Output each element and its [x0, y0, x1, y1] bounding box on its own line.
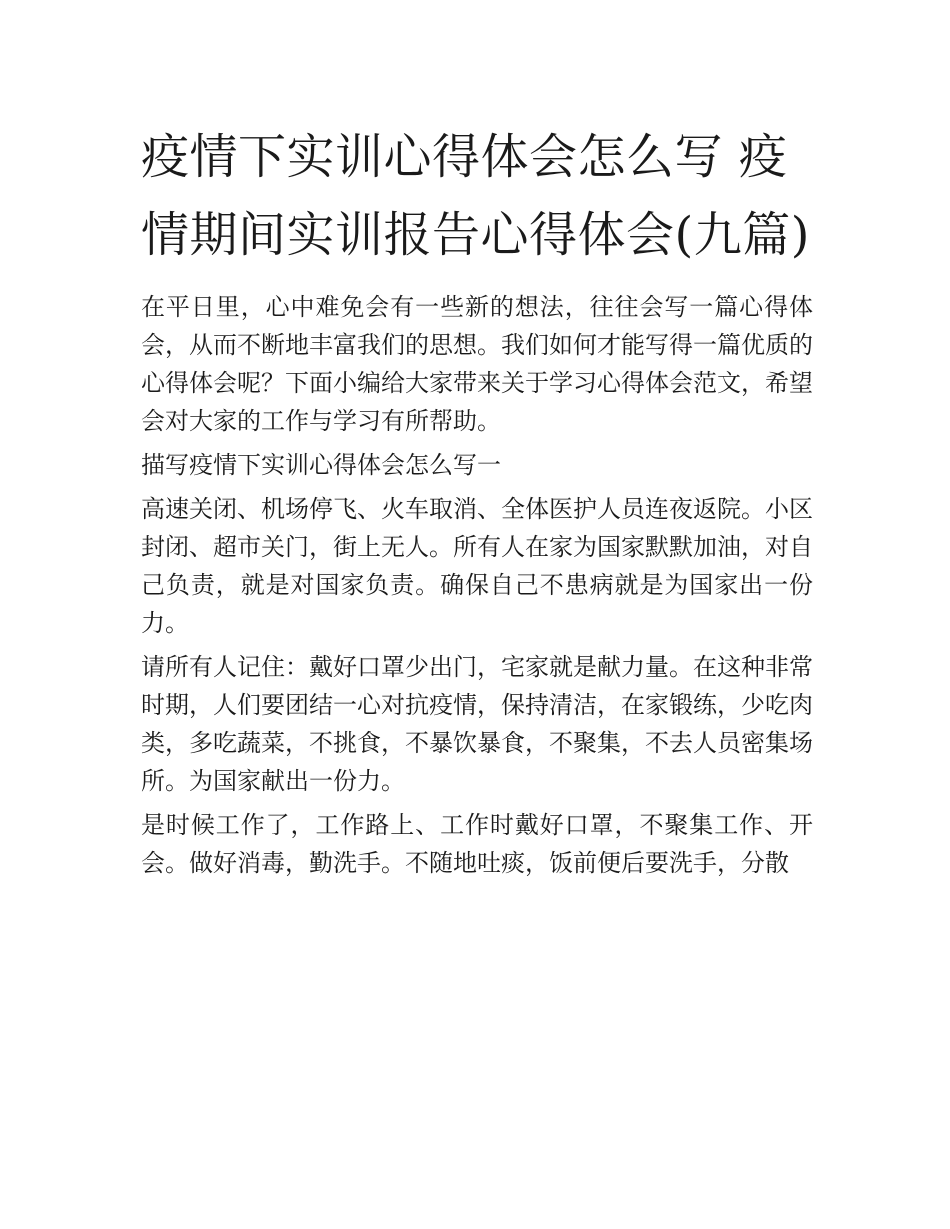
body-paragraph-2: 请所有人记住：戴好口罩少出门，宅家就是献力量。在这种非常时期，人们要团结一心对抗疫情，保持清洁，在家锻练，少吃肉类，多吃蔬菜，不挑食，不暴饮暴食，不聚集，不去人员密集场所。为国家献出一份力。 [141, 653, 813, 795]
body-paragraph-3: 是时候工作了，工作路上、工作时戴好口罩，不聚集工作、开会。做好消毒，勤洗手。不随地吐痰，饭前便后要洗手，分散 [141, 811, 813, 877]
section-heading: 描写疫情下实训心得体会怎么写一 [141, 451, 501, 479]
document-page [141, 118, 813, 888]
document-title: 疫情下实训心得体会怎么写 疫情期间实训报告心得体会(九篇) [141, 129, 810, 263]
intro-paragraph: 在平日里，心中难免会有一些新的想法，往往会写一篇心得体会，从而不断地丰富我们的思想。我们如何才能写得一篇优质的心得体会呢？下面小编给大家带来关于学习心得体会范文，希望会对大家的工作与学习有所帮助。 [141, 293, 813, 435]
body-paragraph-1: 高速关闭、机场停飞、火车取消、全体医护人员连夜返院。小区封闭、超市关门，街上无人。所有人在家为国家默默加油，对自己负责，就是对国家负责。确保自己不患病就是为国家出一份力。 [141, 495, 813, 637]
